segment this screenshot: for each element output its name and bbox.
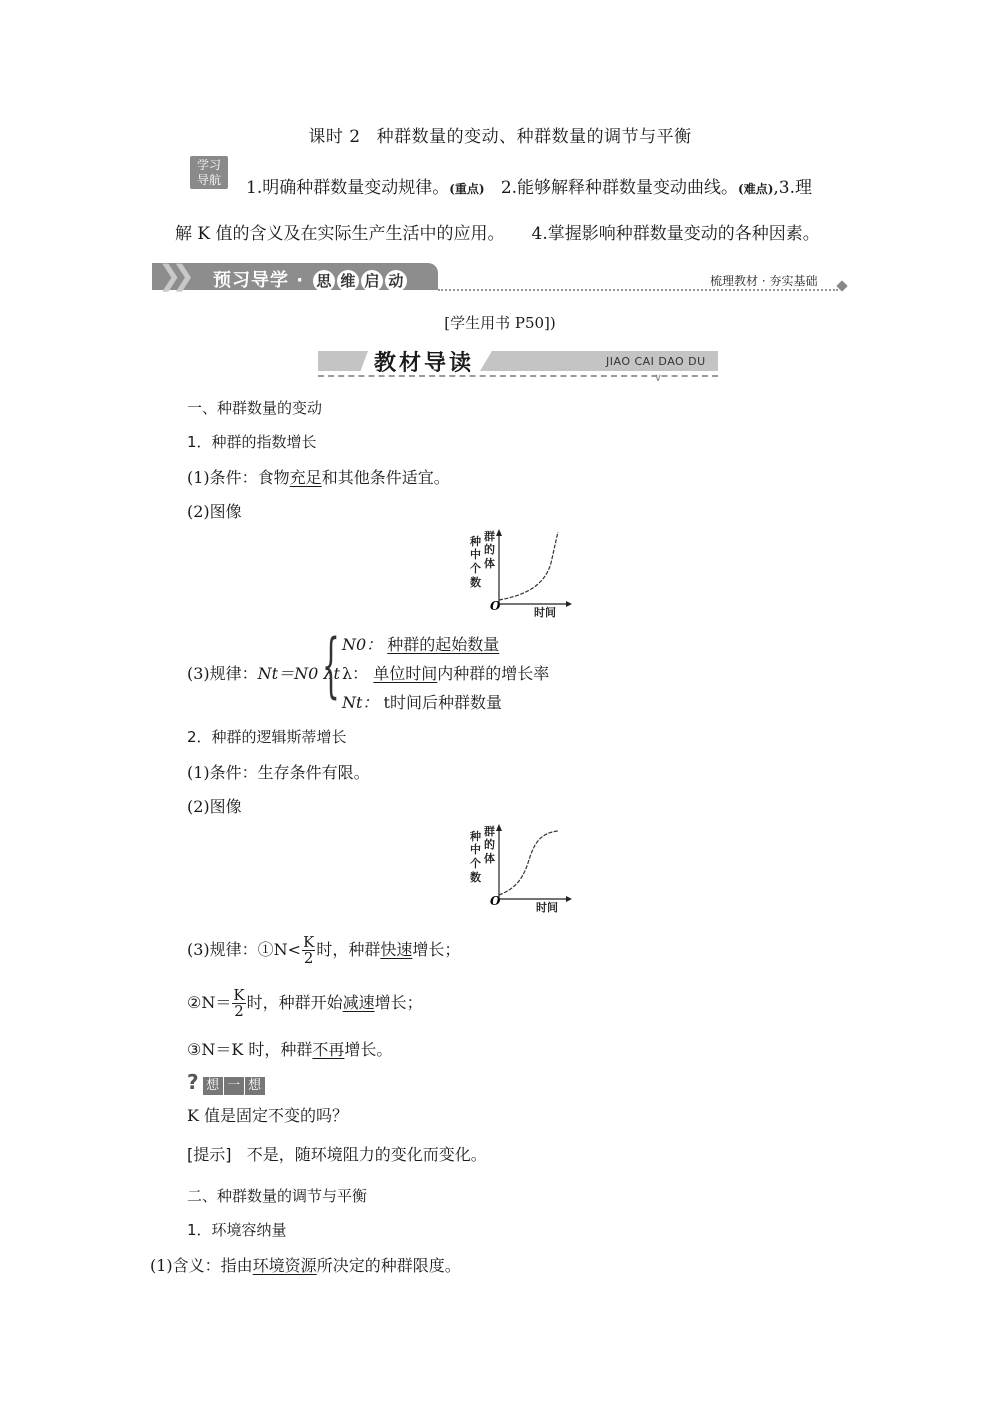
svg-text:中: 中	[470, 843, 481, 856]
left-brace-icon: {	[322, 624, 340, 706]
think-hint	[187, 1142, 487, 1165]
rule-symbol: N0：	[342, 635, 383, 654]
learning-goals-line-2	[175, 219, 820, 244]
frac-den: 2	[234, 1002, 244, 1020]
circled-char: 启	[361, 270, 383, 292]
exponential-growth-chart	[466, 528, 576, 620]
logistic-rule-1	[187, 935, 460, 966]
goal-3-end: 解 K 值的含义及在实际生产生活中的应用。	[175, 224, 505, 244]
svg-text:时间: 时间	[534, 606, 556, 619]
rule-formula: Nt＝N0 λt	[257, 664, 340, 683]
underlined-answer: 快速	[380, 940, 413, 959]
rule-rest: 内种群的增长率	[437, 664, 550, 683]
banner-dotted-rule	[438, 289, 838, 291]
circled-char: 维	[337, 270, 359, 292]
underlined-answer: 减速	[342, 993, 375, 1012]
rule-label: (3)规律：	[187, 664, 258, 683]
lesson-title-text: 种群数量的变动、种群数量的调节与平衡	[376, 127, 692, 147]
part2-definition	[150, 1253, 461, 1276]
rule-1-prefix: ①N<	[257, 940, 302, 959]
think-label-char: 一	[224, 1077, 244, 1095]
key-point-tag: (重点)	[449, 182, 485, 196]
rule-item	[342, 659, 549, 688]
svg-text:中: 中	[470, 548, 481, 561]
lesson-title	[0, 122, 1000, 147]
condition-rest: 和其他条件适宜。	[321, 468, 450, 487]
badge-line-2: 导航	[196, 173, 221, 187]
svg-text:数: 数	[470, 871, 481, 884]
difficulty-tag: (难点)	[738, 182, 774, 196]
svg-text:群: 群	[484, 825, 495, 838]
rule-3-prefix: ③N＝K 时，种群	[187, 1040, 313, 1059]
rule-rest: t时间后种群数量	[383, 693, 502, 712]
def-label: (1)含义：指由	[150, 1256, 253, 1275]
exp-heading: 1．种群的指数增长	[187, 433, 317, 451]
banner-prefix: 预习导学	[213, 270, 289, 291]
think-label-char: 想	[245, 1077, 265, 1095]
fraction-k-over-2	[232, 988, 245, 1019]
rule-1-mid: 时，种群	[316, 940, 381, 959]
logistic-growth-chart	[466, 823, 576, 915]
rule-item	[342, 688, 549, 717]
svg-text:O: O	[490, 599, 501, 613]
circled-char: 动	[385, 270, 407, 292]
svg-text:数: 数	[470, 576, 481, 589]
exp-image-label: (2)图像	[187, 502, 242, 521]
svg-text:个: 个	[470, 562, 481, 575]
banner-separator: ·	[296, 270, 305, 291]
logistic-image-label: (2)图像	[187, 797, 242, 816]
subsection-english: JIAO CAI DAO DU	[606, 355, 706, 368]
exp-rule-items	[342, 630, 549, 717]
logistic-heading: 2．种群的逻辑斯蒂增长	[187, 728, 347, 746]
part1-heading: 一、种群数量的变动	[187, 399, 323, 417]
lesson-number: 课时 2	[308, 127, 361, 147]
logistic-rule-2	[187, 988, 423, 1019]
rule-symbol: Nt：	[342, 693, 379, 712]
svg-text:的: 的	[484, 838, 495, 851]
goal-1: 1.明确种群数量变动规律。	[246, 178, 450, 198]
goal-2: 2.能够解释种群数量变动曲线。	[500, 178, 739, 198]
svg-text:种: 种	[470, 535, 481, 548]
underlined-answer: 充足	[289, 468, 322, 487]
svg-text:的: 的	[484, 543, 495, 556]
rule-symbol: λ：	[342, 664, 369, 683]
learning-nav-badge	[190, 156, 228, 189]
exp-rule-lead	[187, 661, 340, 684]
goal-4: 4.掌握影响种群数量变动的各种因素。	[531, 224, 820, 244]
banner-right-text: 梳理教材 · 夯实基础	[710, 274, 818, 288]
badge-line-1: 学习	[196, 158, 221, 172]
think-box	[187, 1070, 266, 1095]
fraction-k-over-2	[302, 935, 315, 966]
student-book-reference: [学生用书 P50])	[444, 314, 556, 332]
rule-label: (3)规律：	[187, 940, 258, 959]
goal-3-start: ,3.理	[773, 178, 813, 198]
def-rest: 所决定的种群限度。	[316, 1256, 461, 1275]
rule-1-end: 增长；	[412, 940, 461, 959]
think-label-char: 想	[203, 1077, 223, 1095]
diamond-icon	[836, 280, 847, 291]
svg-text:体: 体	[484, 557, 495, 570]
exp-condition	[187, 465, 450, 488]
svg-text:个: 个	[470, 857, 481, 870]
underlined-answer: 不再	[312, 1040, 345, 1059]
rule-item	[342, 630, 549, 659]
part2-heading: 二、种群数量的调节与平衡	[187, 1187, 368, 1205]
part2-sub1: 1．环境容纳量	[187, 1221, 287, 1239]
think-question: K 值是固定不变的吗？	[187, 1106, 349, 1125]
condition-label: (1)条件：食物	[187, 468, 290, 487]
underlined-answer: 单位时间	[373, 664, 438, 683]
rule-3-end: 增长。	[344, 1040, 393, 1059]
underlined-answer: 种群的起始数量	[387, 635, 500, 654]
rule-2-mid: 时，种群开始	[246, 993, 343, 1012]
rule-2-prefix: ②N＝	[187, 993, 232, 1012]
circled-char: 思	[313, 270, 335, 292]
subsection-title: 教材导读	[374, 351, 475, 376]
svg-text:O: O	[490, 894, 501, 908]
logistic-rule-3	[187, 1037, 392, 1060]
frac-num: K	[233, 986, 245, 1004]
underlined-answer: 环境资源	[252, 1256, 317, 1275]
rule-2-end: 增长；	[374, 993, 423, 1012]
learning-goals-line-1	[246, 173, 812, 198]
svg-text:体: 体	[484, 852, 495, 865]
hint-label: [提示]	[187, 1145, 232, 1164]
svg-text:群: 群	[484, 530, 495, 543]
frac-num: K	[303, 933, 315, 951]
chevron-down-icon: ∨	[654, 371, 663, 384]
logistic-condition: (1)条件：生存条件有限。	[187, 763, 370, 782]
double-chevron-icon: ❯❯	[158, 259, 185, 292]
hint-text: 不是，随环境阻力的变化而变化。	[246, 1145, 487, 1164]
subsection-bar-left	[318, 351, 368, 371]
section-banner-title	[213, 266, 407, 292]
frac-den: 2	[303, 949, 314, 967]
svg-text:种: 种	[470, 830, 481, 843]
svg-text:时间: 时间	[536, 901, 558, 914]
question-mark-icon: ?	[187, 1070, 199, 1094]
